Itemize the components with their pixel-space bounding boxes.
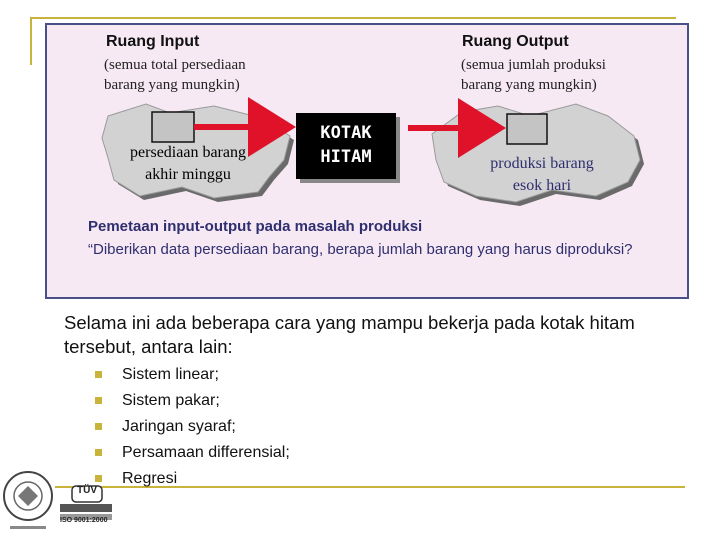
output-blob-label-line1: produksi barang bbox=[490, 155, 594, 172]
output-space-title: Ruang Output bbox=[462, 33, 569, 50]
university-seal-logo bbox=[2, 466, 54, 536]
output-space-desc-line1: (semua jumlah produksi bbox=[461, 57, 606, 73]
method-label: Sistem pakar; bbox=[122, 392, 220, 409]
input-blob-label-line1: persediaan barang bbox=[130, 144, 246, 161]
output-space-desc-line2: barang yang mungkin) bbox=[461, 77, 597, 93]
input-blob-label-line2: akhir minggu bbox=[145, 166, 231, 183]
method-label: Regresi bbox=[122, 470, 178, 487]
intro-paragraph: Selama ini ada beberapa cara yang mampu bekerja pada kotak hitam tersebut, antara lain: bbox=[64, 312, 635, 357]
output-element-square bbox=[507, 114, 547, 144]
square-bullet-icon bbox=[95, 397, 102, 404]
black-box-label-line2: HITAM bbox=[320, 147, 372, 167]
black-box-label-line1: KOTAK bbox=[320, 123, 372, 143]
square-bullet-icon bbox=[95, 423, 102, 430]
input-space-desc-line2: barang yang mungkin) bbox=[104, 77, 240, 93]
square-bullet-icon bbox=[95, 371, 102, 378]
diagram-caption-title: Pemetaan input-output pada masalah produksi bbox=[88, 218, 423, 235]
diagram-caption-body: “Diberikan data persediaan barang, berapa jumlah barang yang harus diproduksi? bbox=[88, 241, 633, 258]
input-element-square bbox=[152, 112, 194, 142]
iso-text: ISO 9001:2000 bbox=[60, 517, 108, 524]
method-label: Jaringan syaraf; bbox=[122, 418, 236, 435]
method-label: Sistem linear; bbox=[122, 366, 219, 383]
square-bullet-icon bbox=[95, 449, 102, 456]
cert-mark-text: TÜV bbox=[77, 485, 97, 496]
square-bullet-icon bbox=[95, 475, 102, 482]
method-label: Persamaan differensial; bbox=[122, 444, 290, 461]
input-space-title: Ruang Input bbox=[106, 33, 200, 50]
input-space-desc-line1: (semua total persediaan bbox=[104, 57, 246, 73]
output-blob-label-line2: esok hari bbox=[512, 177, 572, 194]
